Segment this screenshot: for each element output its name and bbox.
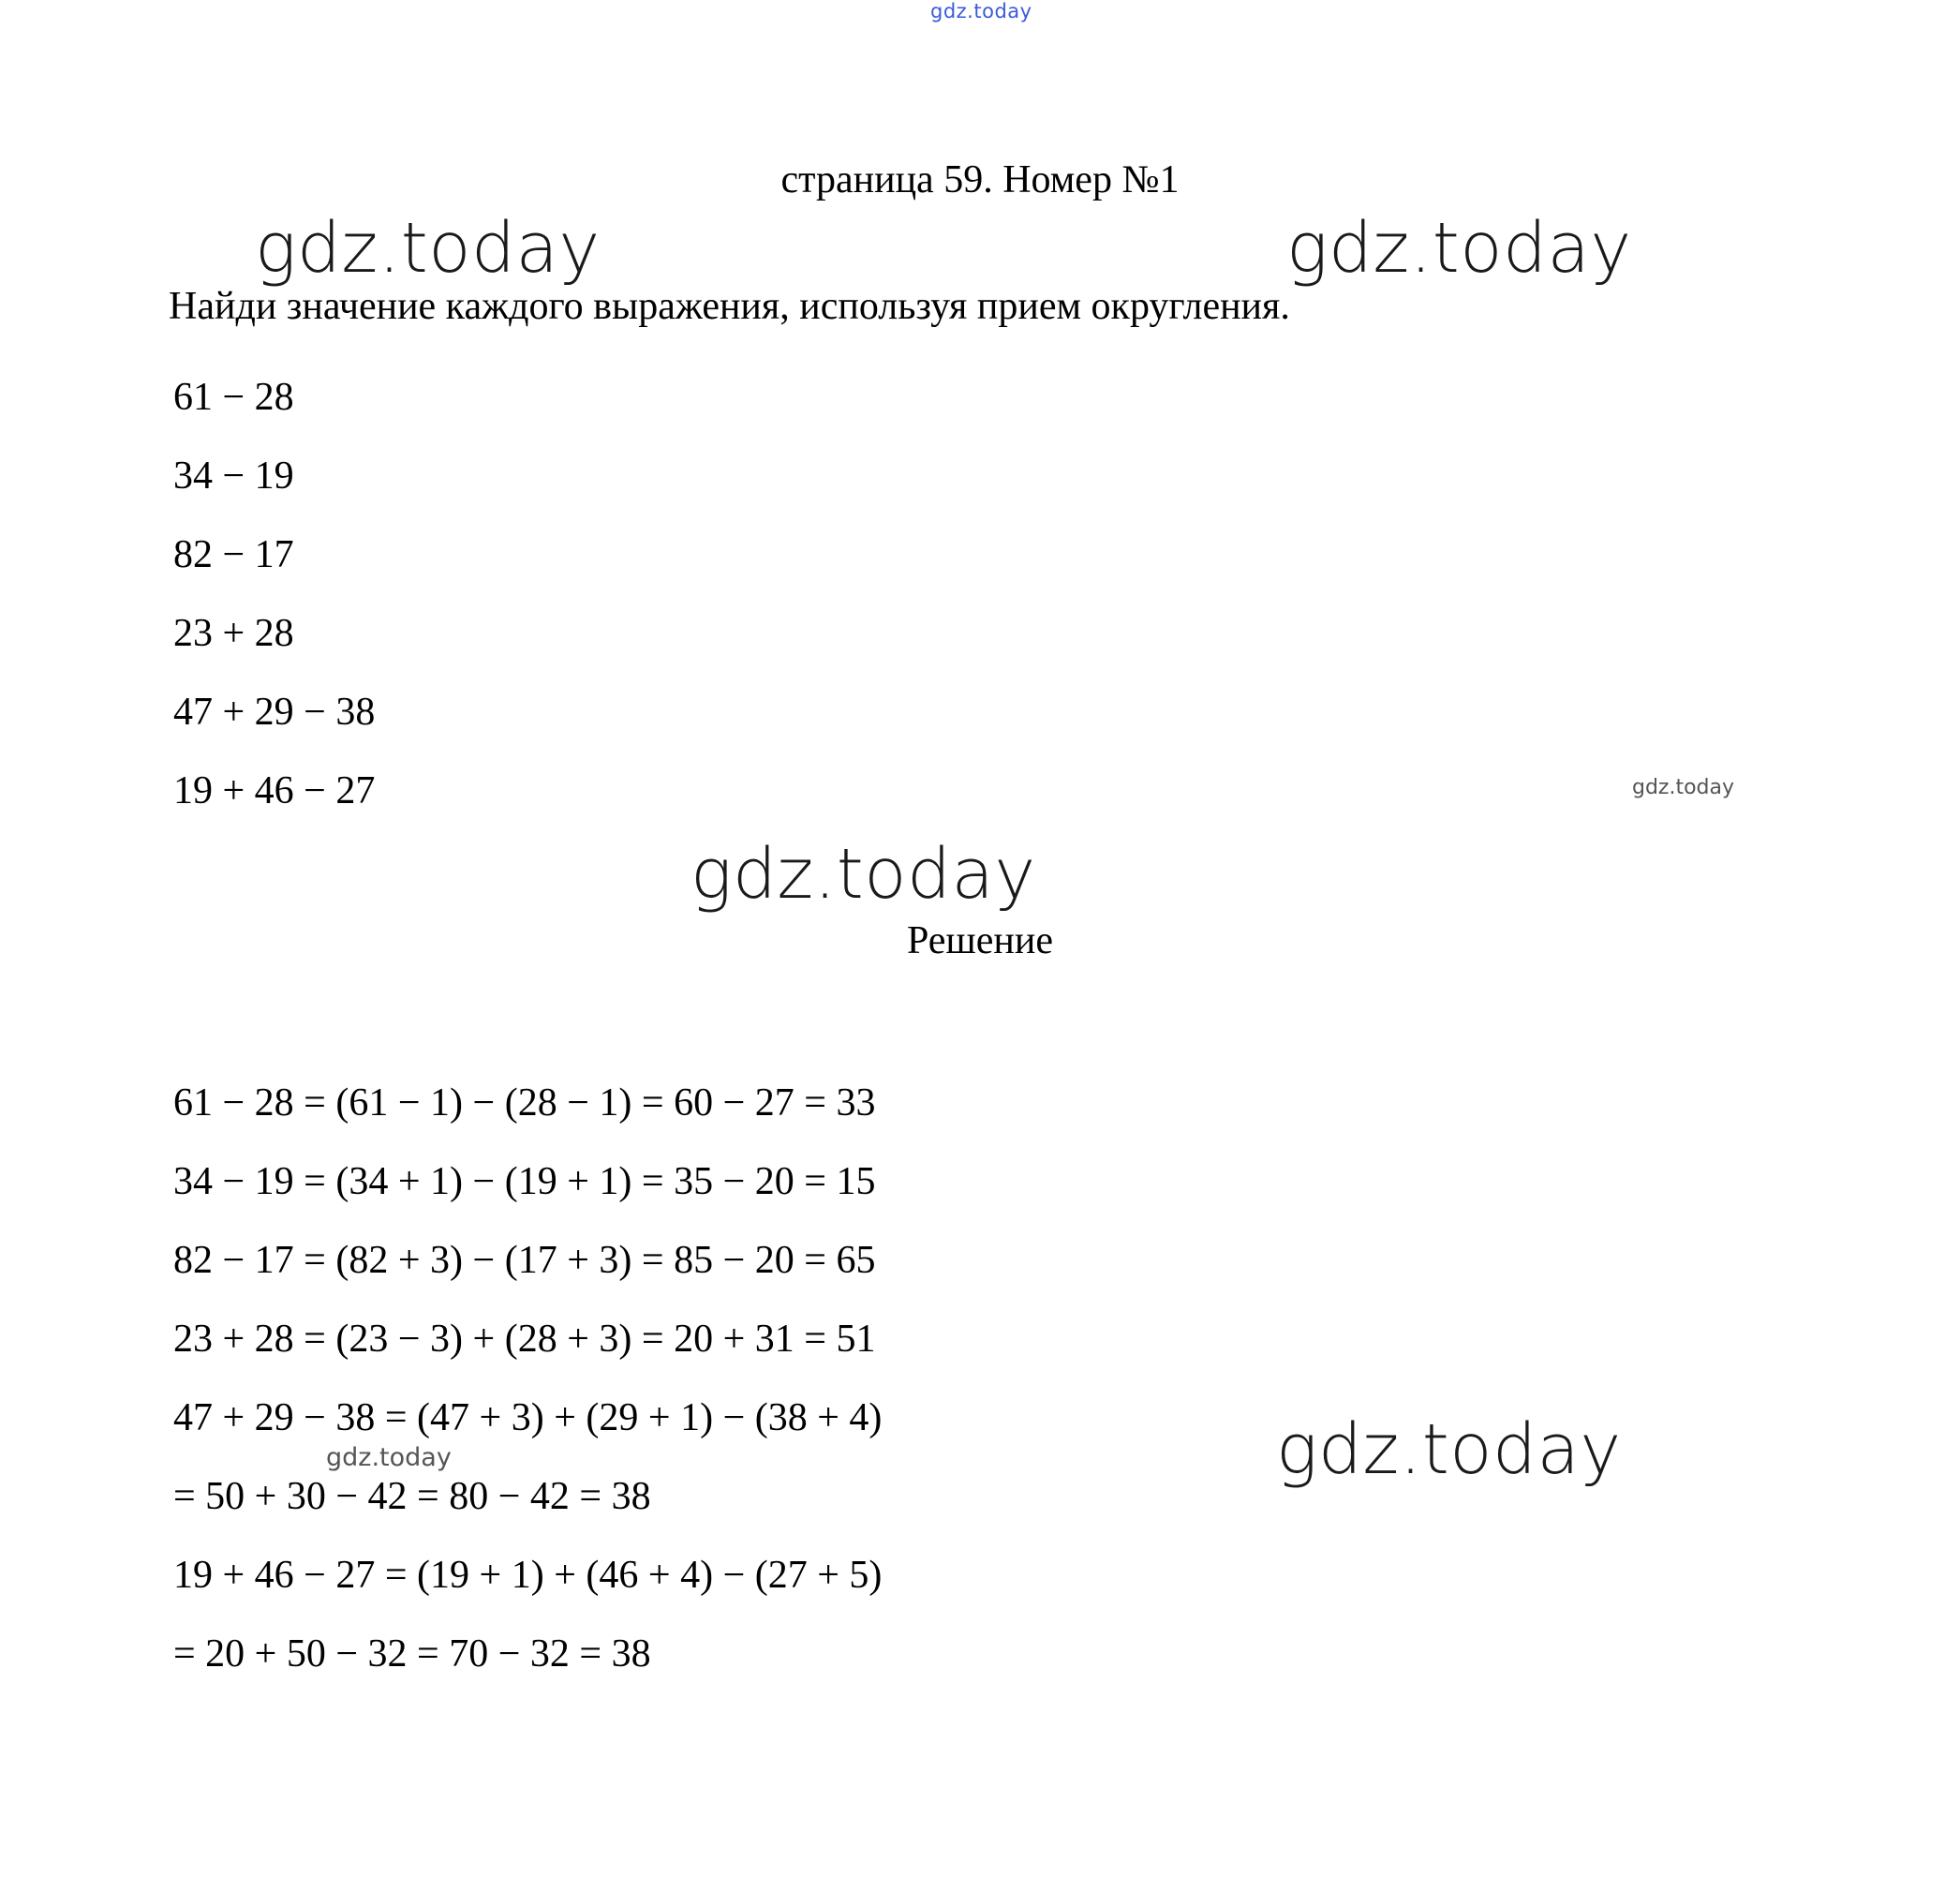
watermark-top: gdz.today [930, 0, 1032, 22]
solution-list [173, 1064, 882, 1693]
list-item: = 20 + 50 − 32 = 70 − 32 = 38 [173, 1632, 651, 1676]
list-item: 23 + 28 [173, 612, 294, 655]
list-item: 23 + 28 = (23 − 3) + (28 + 3) = 20 + 31 = 51 [173, 1318, 876, 1361]
watermark-center: gdz.today [690, 834, 1036, 915]
watermark-left: gdz.today [255, 208, 601, 289]
list-item: = 50 + 30 − 42 = 80 − 42 = 38 [173, 1475, 651, 1518]
list-item: 61 − 28 [173, 376, 294, 419]
list-item: 19 + 46 − 27 = (19 + 1) + (46 + 4) − (27 + 5) [173, 1554, 883, 1597]
list-item: 82 − 17 [173, 533, 294, 576]
list-item: 34 − 19 [173, 454, 294, 498]
list-item: 47 + 29 − 38 [173, 691, 376, 734]
watermark-small-right: gdz.today [1632, 776, 1735, 799]
expression-list [173, 358, 375, 830]
watermark-small-center: gdz.today [326, 1443, 452, 1472]
list-item: 19 + 46 − 27 [173, 769, 376, 812]
watermark-lower-right: gdz.today [1276, 1409, 1622, 1490]
watermark-right: gdz.today [1286, 208, 1632, 289]
list-item: 34 − 19 = (34 + 1) − (19 + 1) = 35 − 20 = 15 [173, 1160, 876, 1203]
page-title: страница 59. Номер №1 [780, 158, 1180, 201]
list-item: 61 − 28 = (61 − 1) − (28 − 1) = 60 − 27 = 33 [173, 1081, 876, 1125]
list-item: 82 − 17 = (82 + 3) − (17 + 3) = 85 − 20 = 65 [173, 1239, 876, 1282]
task-prompt: Найди значение каждого выражения, используя прием округления. [169, 285, 1290, 328]
solution-heading: Решение [906, 919, 1054, 962]
list-item: 47 + 29 − 38 = (47 + 3) + (29 + 1) − (38 + 4) [173, 1396, 883, 1439]
